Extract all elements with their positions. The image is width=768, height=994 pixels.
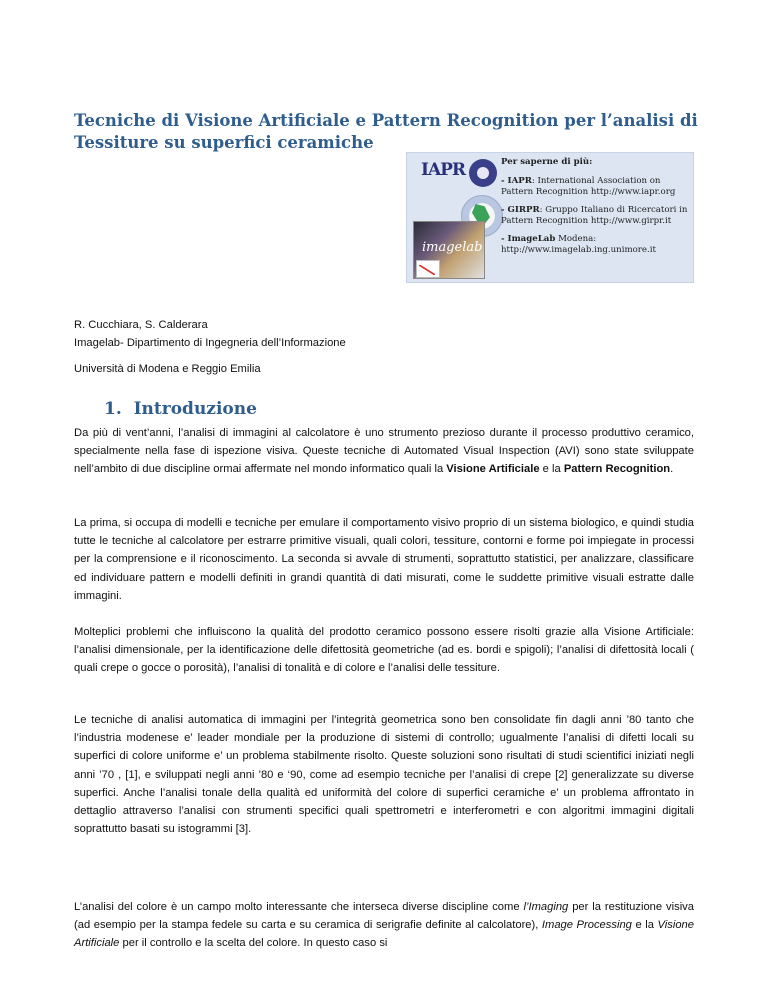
imagelab-logo-text: imagelab bbox=[422, 240, 483, 255]
italic-term: Visione Artificiale bbox=[74, 919, 694, 950]
italic-term: l’Imaging bbox=[523, 901, 569, 913]
info-item-text: : International Association on Pattern Recognition http://www.iapr.org bbox=[501, 176, 676, 197]
italic-term: Image Processing bbox=[541, 919, 632, 932]
paragraph-text: . bbox=[670, 463, 674, 476]
document-title: Tecniche di Visione Artificiale e Pattern Recognition per l’analisi di Tessiture su superfici ceramiche bbox=[74, 111, 698, 152]
info-box bbox=[406, 152, 694, 283]
mini-chart-icon bbox=[416, 260, 440, 278]
paragraph-1 bbox=[74, 424, 694, 479]
paragraph-text: e la bbox=[539, 463, 564, 476]
section-number: 1. bbox=[104, 399, 122, 419]
iapr-logo bbox=[417, 159, 497, 189]
info-item-label: - IAPR bbox=[501, 176, 532, 186]
paragraph-text: Da più di vent’anni, l’analisi di immagini al calcolatore è uno strumento prezioso durante il processo produttivo ceramico, specialmente nella fase di ispezione visiva. Queste tecniche di Automated Visual Inspection (AVI) sono state sviluppate nell’ambito di due discipline ormai affermate nel mondo informatico quali la bbox=[74, 427, 694, 476]
paragraph-text: per la restituzione visiva (ad esempio per la stampa fedele su carta e su ceramica di serigrafie definite al calcolatore), bbox=[74, 901, 694, 932]
info-heading: Per saperne di più: bbox=[501, 157, 593, 167]
info-item-iapr bbox=[501, 176, 689, 198]
bold-term: Visione Artificiale bbox=[446, 463, 540, 476]
info-item-text: : Gruppo Italiano di Ricercatori in Pattern Recognition http://www.girpr.it bbox=[501, 205, 688, 226]
section-heading bbox=[104, 398, 257, 420]
paragraph-3: Molteplici problemi che influiscono la qualità del prodotto ceramico possono essere risolti grazie alla Visione Artificiale: l’analisi dimensionale, per la identificazione delle difettosità geometriche (ad es. bordi e spigoli); l’analisi di difettosità locali ( quali crepe o gocce o porosità), l’analisi di tonalità e di colore e l’analisi delle tessiture. bbox=[74, 626, 694, 675]
authors: R. Cucchiara, S. Calderara bbox=[74, 319, 208, 331]
iapr-logo-text: IAPR bbox=[421, 160, 466, 180]
info-item-label: - ImageLab bbox=[501, 234, 556, 244]
paragraph-5 bbox=[74, 898, 694, 953]
info-item-girpr bbox=[501, 205, 689, 227]
info-item-imagelab bbox=[501, 234, 689, 256]
section-title: Introduzione bbox=[133, 399, 257, 419]
paragraph-text: per il controllo e la scelta del colore. In questo caso si bbox=[119, 937, 388, 950]
info-item-text: Modena: http://www.imagelab.ing.unimore.it bbox=[501, 234, 656, 255]
university: Università di Modena e Reggio Emilia bbox=[74, 363, 261, 375]
logo-collage bbox=[413, 159, 507, 277]
iapr-ring-icon bbox=[469, 159, 497, 187]
paragraph-text: L’analisi del colore è un campo molto interessante che interseca diverse discipline come bbox=[74, 901, 524, 913]
imagelab-logo bbox=[413, 221, 485, 279]
paragraph-4: Le tecniche di analisi automatica di immagini per l’integrità geometrica sono ben consolidate fin dagli anni ’80 tanto che l’industria modenese e’ leader mondiale per la produzione di sistemi di controllo; ugualmente l’analisi di difetti locali su superfici di colore uniforme e’ un problema stabilmente risolto. Queste soluzioni sono risultati di studi scientifici iniziati negli anni ’70 , [1], e sviluppati negli anni ’80 e ‘90, come ad esempio tecniche per l’analisi di crepe [2] generalizzate su diverse superfici. Anche l’analisi tonale della qualità ed uniformità del colore di superfici ceramiche e’ un problema affrontato in dettaglio attraverso l’analisi con strumenti specifici quali spettrometri e interferometri e con algoritmi immagini digitali soprattutto basati su istogrammi [3]. bbox=[74, 714, 694, 836]
paragraph-text: e la bbox=[631, 919, 658, 932]
department: Imagelab- Dipartimento di Ingegneria dell’Informazione bbox=[74, 337, 346, 349]
info-item-label: - GIRPR bbox=[501, 205, 540, 215]
paragraph-2: La prima, si occupa di modelli e tecniche per emulare il comportamento visivo proprio di un sistema biologico, e quindi studia tutte le tecniche al calcolatore per estrarre primitive visuali, quali colori, tessiture, contorni e forme poi impiegate in processi per la comprensione e il riconoscimento. La seconda si avvale di strumenti, soprattutto statistici, per analizzare, classificare ed individuare pattern e modelli definiti in grandi quantità di dati misurati, come le suddette primitive visuali estratte dalle immagini. bbox=[74, 517, 694, 602]
bold-term: Pattern Recognition bbox=[563, 463, 671, 476]
info-text bbox=[501, 157, 689, 263]
